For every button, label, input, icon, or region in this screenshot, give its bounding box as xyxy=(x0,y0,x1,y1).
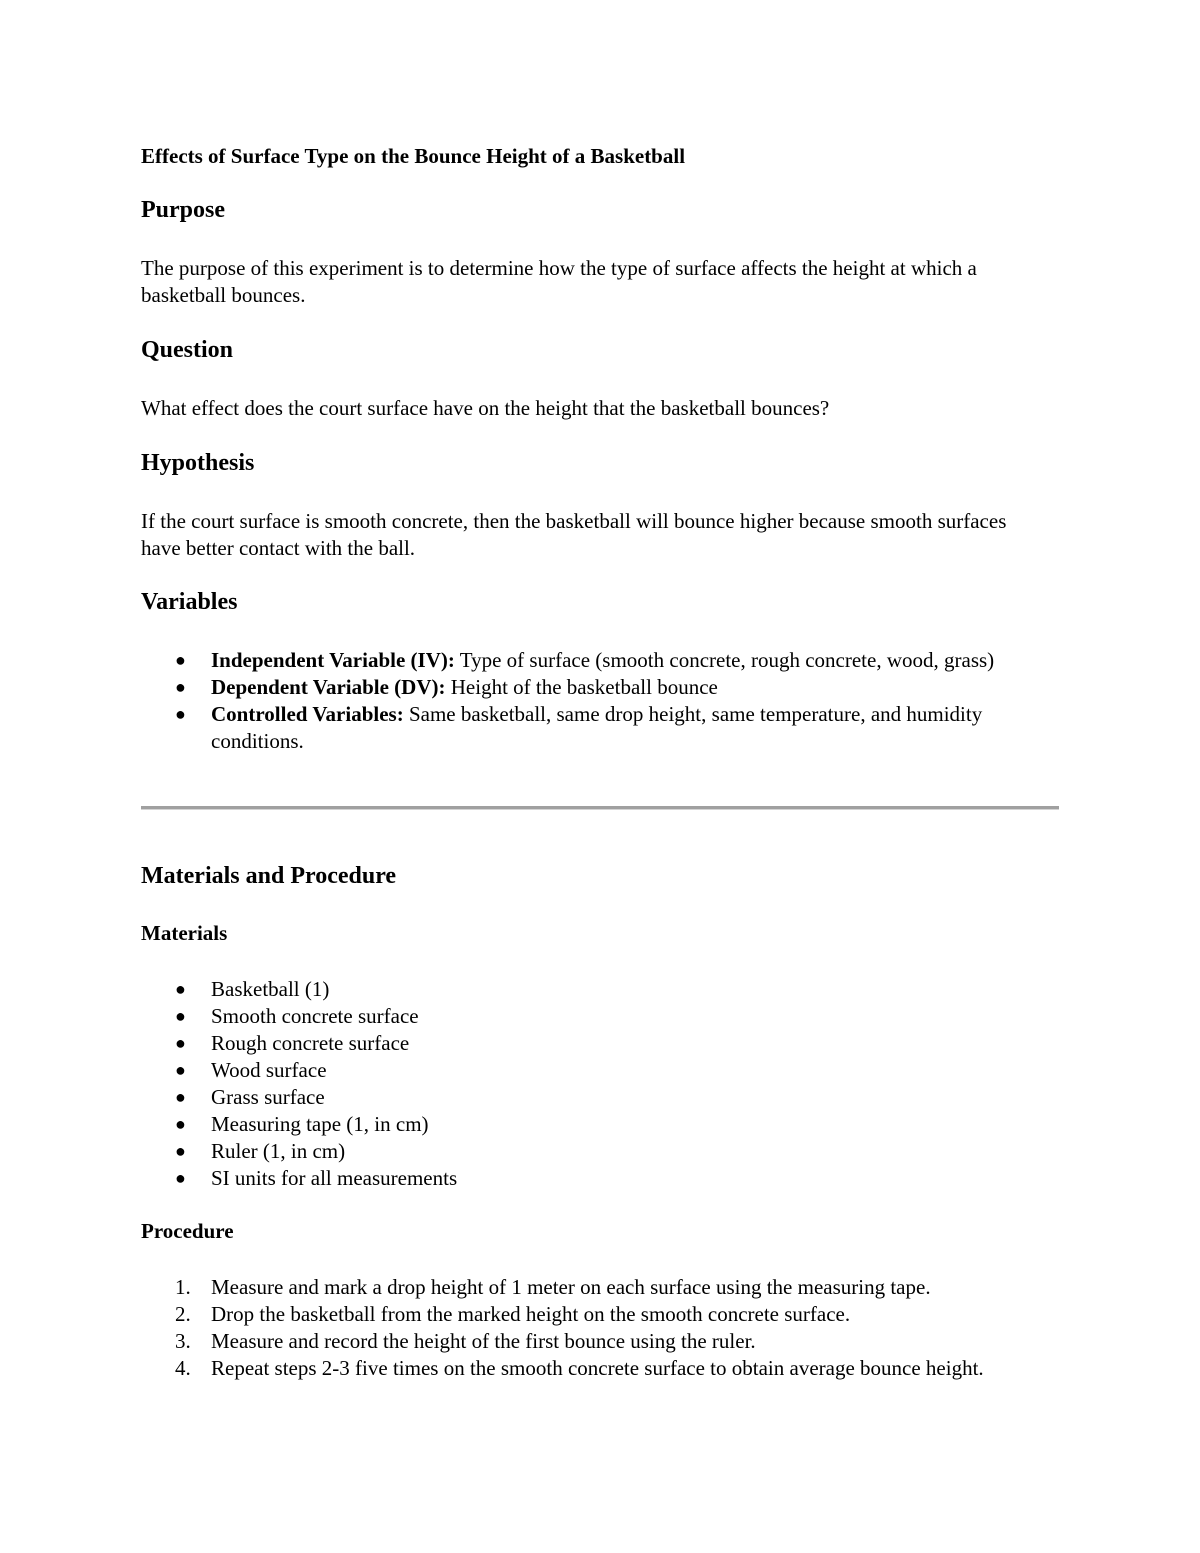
list-item xyxy=(141,1003,1041,1030)
materials-procedure-heading: Materials and Procedure xyxy=(141,863,397,889)
step-text: Repeat steps 2-3 five times on the smooth concrete surface to obtain average bounce height. xyxy=(211,1356,984,1380)
hypothesis-text: If the court surface is smooth concrete, then the basketball will bounce higher because smooth surfaces have better contact with the ball. xyxy=(141,509,1007,560)
step-number: 1. xyxy=(175,1275,191,1299)
variable-label: Dependent Variable (DV): xyxy=(211,675,446,699)
step-number: 3. xyxy=(175,1329,191,1353)
bullet-icon: ● xyxy=(175,650,186,670)
procedure-step xyxy=(141,1355,1041,1382)
bullet-icon: ● xyxy=(175,1087,186,1107)
variables-list xyxy=(141,647,1041,755)
list-item xyxy=(141,1111,1041,1138)
purpose-heading: Purpose xyxy=(141,197,225,223)
procedure-step xyxy=(141,1328,1041,1355)
variable-text: Type of surface (smooth concrete, rough concrete, wood, grass) xyxy=(454,648,995,672)
list-item xyxy=(141,1138,1041,1165)
material-text: Grass surface xyxy=(211,1085,325,1109)
horizontal-divider xyxy=(141,806,1059,810)
bullet-icon: ● xyxy=(175,704,186,724)
variables-heading: Variables xyxy=(141,589,238,615)
bullet-icon: ● xyxy=(175,1141,186,1161)
variable-item-dependent xyxy=(141,674,1041,701)
step-number: 4. xyxy=(175,1356,191,1380)
purpose-text: The purpose of this experiment is to determine how the type of surface affects the height at which a basketball bounces. xyxy=(141,256,977,307)
list-item xyxy=(141,976,1041,1003)
materials-heading: Materials xyxy=(141,921,228,945)
bullet-icon: ● xyxy=(175,1006,186,1026)
list-item xyxy=(141,1084,1041,1111)
variable-item-independent xyxy=(141,647,1041,674)
material-text: Wood surface xyxy=(211,1058,327,1082)
variable-item-controlled xyxy=(141,701,1041,755)
variable-text: Same basketball, same drop height, same temperature, and humidity conditions. xyxy=(211,702,983,753)
step-text: Measure and record the height of the first bounce using the ruler. xyxy=(211,1329,756,1353)
list-item xyxy=(141,1030,1041,1057)
bullet-icon: ● xyxy=(175,1114,186,1134)
procedure-step xyxy=(141,1301,1041,1328)
step-text: Measure and mark a drop height of 1 meter on each surface using the measuring tape. xyxy=(211,1275,931,1299)
procedure-step xyxy=(141,1274,1041,1301)
procedure-heading: Procedure xyxy=(141,1219,234,1243)
bullet-icon: ● xyxy=(175,979,186,999)
step-number: 2. xyxy=(175,1302,191,1326)
hypothesis-heading: Hypothesis xyxy=(141,450,255,476)
bullet-icon: ● xyxy=(175,1033,186,1053)
question-heading: Question xyxy=(141,337,234,363)
variable-text: Height of the basketball bounce xyxy=(445,675,718,699)
procedure-list xyxy=(141,1274,1041,1382)
material-text: Ruler (1, in cm) xyxy=(211,1139,346,1163)
materials-list xyxy=(141,976,1041,1192)
question-text: What effect does the court surface have on the height that the basketball bounces? xyxy=(141,396,830,420)
variable-label: Controlled Variables: xyxy=(211,702,404,726)
material-text: SI units for all measurements xyxy=(211,1166,458,1190)
variable-label: Independent Variable (IV): xyxy=(211,648,455,672)
material-text: Measuring tape (1, in cm) xyxy=(211,1112,429,1136)
material-text: Rough concrete surface xyxy=(211,1031,410,1055)
list-item xyxy=(141,1057,1041,1084)
bullet-icon: ● xyxy=(175,1168,186,1188)
document-title: Effects of Surface Type on the Bounce Height of a Basketball xyxy=(141,144,686,168)
bullet-icon: ● xyxy=(175,677,186,697)
material-text: Smooth concrete surface xyxy=(211,1004,419,1028)
bullet-icon: ● xyxy=(175,1060,186,1080)
step-text: Drop the basketball from the marked height on the smooth concrete surface. xyxy=(211,1302,851,1326)
list-item xyxy=(141,1165,1041,1192)
material-text: Basketball (1) xyxy=(211,977,330,1001)
